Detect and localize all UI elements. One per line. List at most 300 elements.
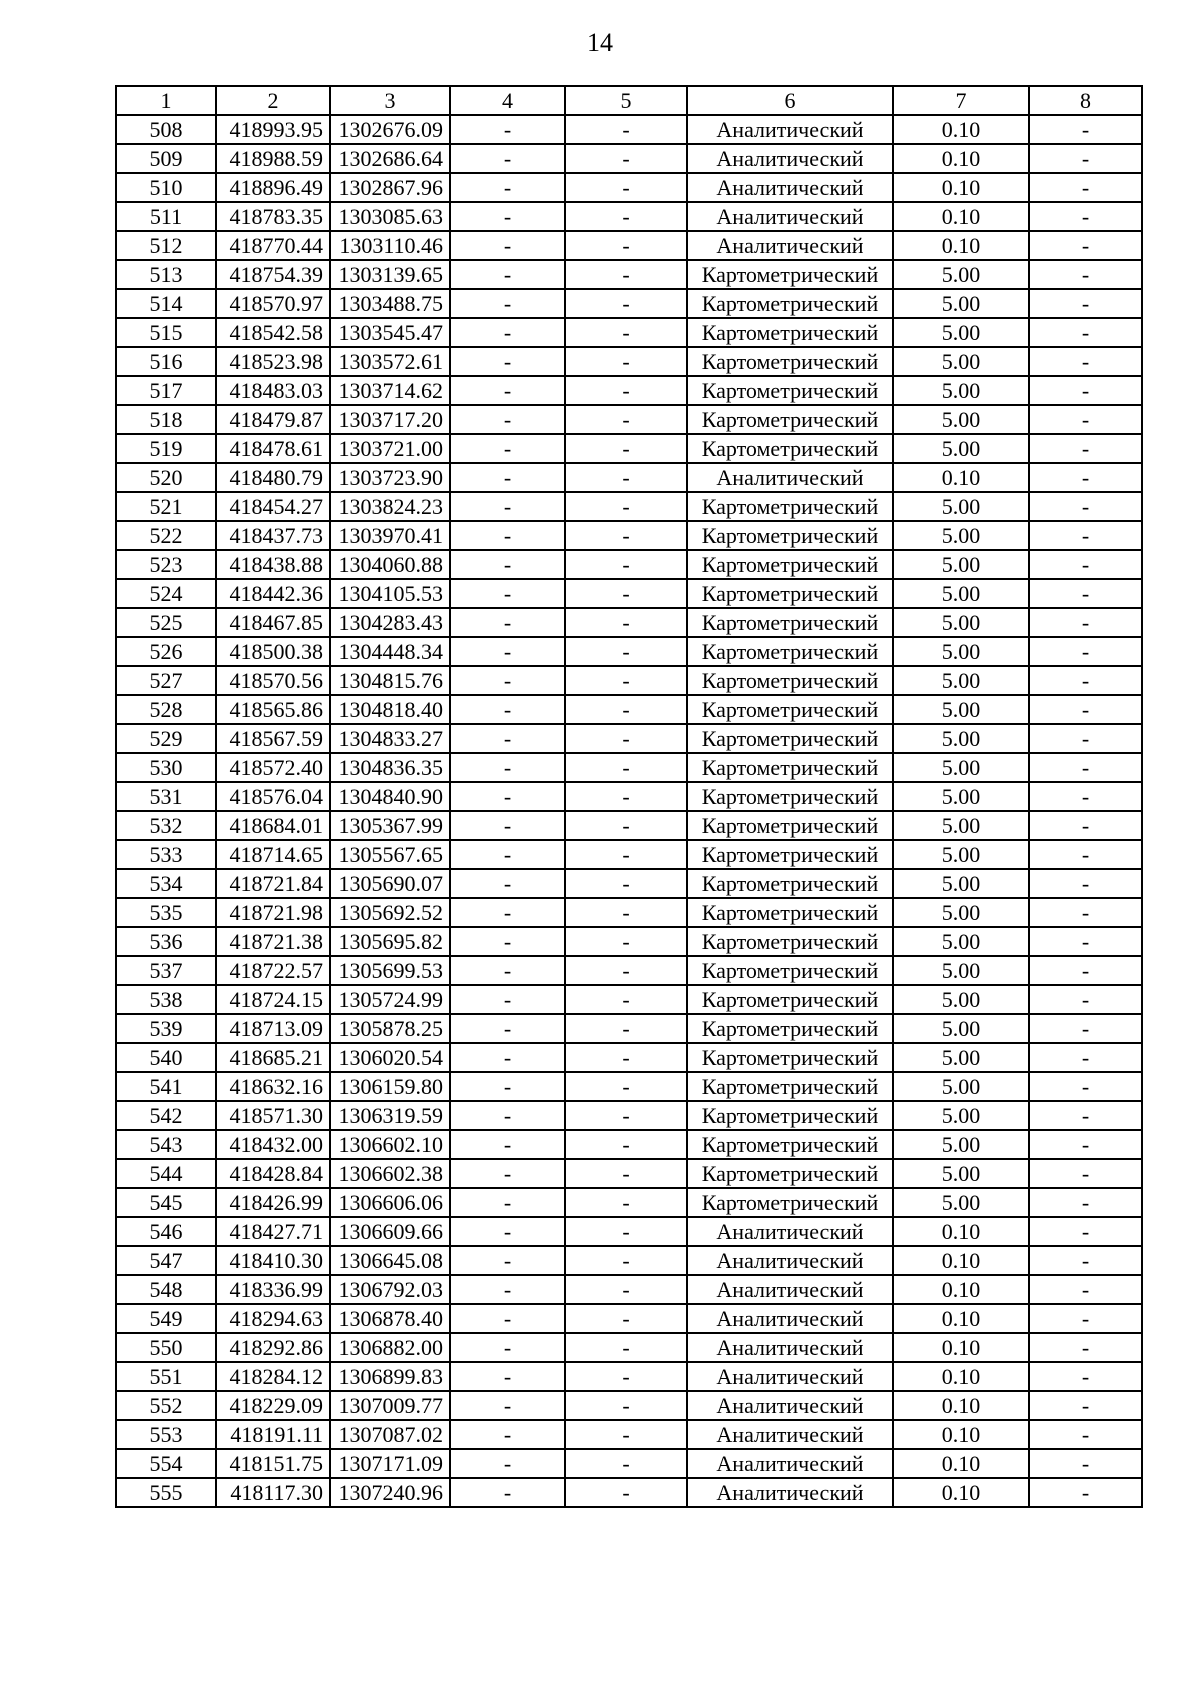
x-coordinate-cell: 418783.35 <box>216 202 330 231</box>
col8-cell: - <box>1029 231 1142 260</box>
col5-cell: - <box>565 811 687 840</box>
accuracy-cell: 5.00 <box>893 492 1029 521</box>
x-coordinate-cell: 418427.71 <box>216 1217 330 1246</box>
y-coordinate-cell: 1303139.65 <box>330 260 450 289</box>
point-number-cell: 528 <box>116 695 216 724</box>
col5-cell: - <box>565 318 687 347</box>
x-coordinate-cell: 418483.03 <box>216 376 330 405</box>
accuracy-cell: 5.00 <box>893 1072 1029 1101</box>
method-cell: Аналитический <box>687 1304 893 1333</box>
col5-cell: - <box>565 724 687 753</box>
y-coordinate-cell: 1303824.23 <box>330 492 450 521</box>
method-cell: Картометрический <box>687 724 893 753</box>
col4-cell: - <box>450 376 565 405</box>
table-row <box>116 1014 1142 1043</box>
point-number-cell: 543 <box>116 1130 216 1159</box>
col4-cell: - <box>450 1275 565 1304</box>
accuracy-cell: 0.10 <box>893 463 1029 492</box>
col4-cell: - <box>450 579 565 608</box>
accuracy-cell: 5.00 <box>893 1043 1029 1072</box>
method-cell: Аналитический <box>687 463 893 492</box>
x-coordinate-cell: 418437.73 <box>216 521 330 550</box>
col8-cell: - <box>1029 608 1142 637</box>
method-cell: Аналитический <box>687 1420 893 1449</box>
method-cell: Картометрический <box>687 1159 893 1188</box>
col4-cell: - <box>450 1449 565 1478</box>
method-cell: Картометрический <box>687 956 893 985</box>
y-coordinate-cell: 1306602.38 <box>330 1159 450 1188</box>
point-number-cell: 514 <box>116 289 216 318</box>
y-coordinate-cell: 1307240.96 <box>330 1478 450 1507</box>
x-coordinate-cell: 418565.86 <box>216 695 330 724</box>
col5-cell: - <box>565 405 687 434</box>
point-number-cell: 555 <box>116 1478 216 1507</box>
col5-cell: - <box>565 898 687 927</box>
table-row <box>116 637 1142 666</box>
point-number-cell: 525 <box>116 608 216 637</box>
col4-cell: - <box>450 115 565 144</box>
table-row <box>116 1159 1142 1188</box>
point-number-cell: 513 <box>116 260 216 289</box>
x-coordinate-cell: 418542.58 <box>216 318 330 347</box>
table-body <box>116 115 1142 1507</box>
col4-cell: - <box>450 666 565 695</box>
point-number-cell: 516 <box>116 347 216 376</box>
column-header-6: 6 <box>687 86 893 115</box>
method-cell: Картометрический <box>687 898 893 927</box>
table-row <box>116 1217 1142 1246</box>
accuracy-cell: 5.00 <box>893 1188 1029 1217</box>
y-coordinate-cell: 1307087.02 <box>330 1420 450 1449</box>
y-coordinate-cell: 1307009.77 <box>330 1391 450 1420</box>
col4-cell: - <box>450 1333 565 1362</box>
x-coordinate-cell: 418191.11 <box>216 1420 330 1449</box>
y-coordinate-cell: 1306645.08 <box>330 1246 450 1275</box>
point-number-cell: 517 <box>116 376 216 405</box>
method-cell: Аналитический <box>687 231 893 260</box>
col5-cell: - <box>565 782 687 811</box>
point-number-cell: 510 <box>116 173 216 202</box>
point-number-cell: 527 <box>116 666 216 695</box>
point-number-cell: 535 <box>116 898 216 927</box>
accuracy-cell: 5.00 <box>893 608 1029 637</box>
col8-cell: - <box>1029 1014 1142 1043</box>
col4-cell: - <box>450 1101 565 1130</box>
col8-cell: - <box>1029 347 1142 376</box>
y-coordinate-cell: 1303545.47 <box>330 318 450 347</box>
x-coordinate-cell: 418570.97 <box>216 289 330 318</box>
col4-cell: - <box>450 1072 565 1101</box>
y-coordinate-cell: 1304833.27 <box>330 724 450 753</box>
table-row <box>116 1101 1142 1130</box>
y-coordinate-cell: 1306319.59 <box>330 1101 450 1130</box>
table-row <box>116 666 1142 695</box>
table-row <box>116 753 1142 782</box>
table-row <box>116 492 1142 521</box>
col5-cell: - <box>565 1275 687 1304</box>
method-cell: Картометрический <box>687 492 893 521</box>
method-cell: Аналитический <box>687 115 893 144</box>
accuracy-cell: 0.10 <box>893 202 1029 231</box>
accuracy-cell: 5.00 <box>893 318 1029 347</box>
point-number-cell: 531 <box>116 782 216 811</box>
column-header-5: 5 <box>565 86 687 115</box>
col4-cell: - <box>450 956 565 985</box>
x-coordinate-cell: 418284.12 <box>216 1362 330 1391</box>
col4-cell: - <box>450 173 565 202</box>
y-coordinate-cell: 1306159.80 <box>330 1072 450 1101</box>
x-coordinate-cell: 418151.75 <box>216 1449 330 1478</box>
col5-cell: - <box>565 637 687 666</box>
accuracy-cell: 5.00 <box>893 898 1029 927</box>
col5-cell: - <box>565 434 687 463</box>
col5-cell: - <box>565 1101 687 1130</box>
col8-cell: - <box>1029 1304 1142 1333</box>
col4-cell: - <box>450 1246 565 1275</box>
y-coordinate-cell: 1303714.62 <box>330 376 450 405</box>
table-header <box>116 86 1142 115</box>
col8-cell: - <box>1029 1043 1142 1072</box>
col4-cell: - <box>450 782 565 811</box>
method-cell: Картометрический <box>687 811 893 840</box>
point-number-cell: 524 <box>116 579 216 608</box>
accuracy-cell: 0.10 <box>893 1333 1029 1362</box>
accuracy-cell: 0.10 <box>893 231 1029 260</box>
x-coordinate-cell: 418294.63 <box>216 1304 330 1333</box>
x-coordinate-cell: 418770.44 <box>216 231 330 260</box>
accuracy-cell: 0.10 <box>893 1304 1029 1333</box>
x-coordinate-cell: 418567.59 <box>216 724 330 753</box>
method-cell: Картометрический <box>687 376 893 405</box>
accuracy-cell: 5.00 <box>893 521 1029 550</box>
x-coordinate-cell: 418478.61 <box>216 434 330 463</box>
x-coordinate-cell: 418432.00 <box>216 1130 330 1159</box>
point-number-cell: 518 <box>116 405 216 434</box>
y-coordinate-cell: 1305695.82 <box>330 927 450 956</box>
col8-cell: - <box>1029 173 1142 202</box>
col8-cell: - <box>1029 695 1142 724</box>
col5-cell: - <box>565 927 687 956</box>
col5-cell: - <box>565 376 687 405</box>
col8-cell: - <box>1029 289 1142 318</box>
x-coordinate-cell: 418426.99 <box>216 1188 330 1217</box>
col5-cell: - <box>565 115 687 144</box>
col8-cell: - <box>1029 579 1142 608</box>
col4-cell: - <box>450 608 565 637</box>
point-number-cell: 511 <box>116 202 216 231</box>
col4-cell: - <box>450 898 565 927</box>
page-number: 14 <box>587 28 613 57</box>
method-cell: Картометрический <box>687 782 893 811</box>
method-cell: Аналитический <box>687 173 893 202</box>
method-cell: Аналитический <box>687 1333 893 1362</box>
y-coordinate-cell: 1304283.43 <box>330 608 450 637</box>
x-coordinate-cell: 418229.09 <box>216 1391 330 1420</box>
table-row <box>116 811 1142 840</box>
accuracy-cell: 5.00 <box>893 289 1029 318</box>
x-coordinate-cell: 418523.98 <box>216 347 330 376</box>
table-row <box>116 144 1142 173</box>
col4-cell: - <box>450 1014 565 1043</box>
col5-cell: - <box>565 1391 687 1420</box>
col4-cell: - <box>450 231 565 260</box>
col4-cell: - <box>450 1362 565 1391</box>
col5-cell: - <box>565 666 687 695</box>
point-number-cell: 508 <box>116 115 216 144</box>
method-cell: Картометрический <box>687 1130 893 1159</box>
y-coordinate-cell: 1303572.61 <box>330 347 450 376</box>
accuracy-cell: 5.00 <box>893 550 1029 579</box>
col4-cell: - <box>450 840 565 869</box>
method-cell: Картометрический <box>687 318 893 347</box>
y-coordinate-cell: 1304818.40 <box>330 695 450 724</box>
col8-cell: - <box>1029 521 1142 550</box>
point-number-cell: 530 <box>116 753 216 782</box>
y-coordinate-cell: 1306882.00 <box>330 1333 450 1362</box>
column-header-3: 3 <box>330 86 450 115</box>
method-cell: Картометрический <box>687 1072 893 1101</box>
accuracy-cell: 5.00 <box>893 753 1029 782</box>
x-coordinate-cell: 418572.40 <box>216 753 330 782</box>
table-row <box>116 1130 1142 1159</box>
col8-cell: - <box>1029 550 1142 579</box>
x-coordinate-cell: 418576.04 <box>216 782 330 811</box>
point-number-cell: 541 <box>116 1072 216 1101</box>
accuracy-cell: 5.00 <box>893 782 1029 811</box>
col5-cell: - <box>565 1014 687 1043</box>
point-number-cell: 545 <box>116 1188 216 1217</box>
col8-cell: - <box>1029 927 1142 956</box>
coordinates-table <box>115 85 1143 1508</box>
table-row <box>116 202 1142 231</box>
x-coordinate-cell: 418721.98 <box>216 898 330 927</box>
accuracy-cell: 5.00 <box>893 1130 1029 1159</box>
y-coordinate-cell: 1305567.65 <box>330 840 450 869</box>
accuracy-cell: 5.00 <box>893 347 1029 376</box>
col4-cell: - <box>450 985 565 1014</box>
col4-cell: - <box>450 434 565 463</box>
method-cell: Аналитический <box>687 1246 893 1275</box>
col4-cell: - <box>450 1478 565 1507</box>
point-number-cell: 536 <box>116 927 216 956</box>
table-row <box>116 898 1142 927</box>
x-coordinate-cell: 418571.30 <box>216 1101 330 1130</box>
col4-cell: - <box>450 637 565 666</box>
method-cell: Картометрический <box>687 1043 893 1072</box>
point-number-cell: 512 <box>116 231 216 260</box>
table-row <box>116 956 1142 985</box>
x-coordinate-cell: 418722.57 <box>216 956 330 985</box>
table-row <box>116 869 1142 898</box>
accuracy-cell: 5.00 <box>893 956 1029 985</box>
accuracy-cell: 5.00 <box>893 927 1029 956</box>
table-row <box>116 1072 1142 1101</box>
col8-cell: - <box>1029 956 1142 985</box>
table-row <box>116 434 1142 463</box>
col8-cell: - <box>1029 840 1142 869</box>
col5-cell: - <box>565 1159 687 1188</box>
point-number-cell: 546 <box>116 1217 216 1246</box>
method-cell: Картометрический <box>687 637 893 666</box>
col8-cell: - <box>1029 1275 1142 1304</box>
method-cell: Картометрический <box>687 405 893 434</box>
point-number-cell: 542 <box>116 1101 216 1130</box>
col8-cell: - <box>1029 1072 1142 1101</box>
col5-cell: - <box>565 260 687 289</box>
table-row <box>116 1304 1142 1333</box>
col5-cell: - <box>565 1304 687 1333</box>
col4-cell: - <box>450 1304 565 1333</box>
x-coordinate-cell: 418292.86 <box>216 1333 330 1362</box>
accuracy-cell: 5.00 <box>893 637 1029 666</box>
point-number-cell: 526 <box>116 637 216 666</box>
table-row <box>116 318 1142 347</box>
col4-cell: - <box>450 144 565 173</box>
y-coordinate-cell: 1304840.90 <box>330 782 450 811</box>
col8-cell: - <box>1029 1246 1142 1275</box>
y-coordinate-cell: 1306792.03 <box>330 1275 450 1304</box>
col4-cell: - <box>450 927 565 956</box>
table-row <box>116 608 1142 637</box>
x-coordinate-cell: 418117.30 <box>216 1478 330 1507</box>
point-number-cell: 539 <box>116 1014 216 1043</box>
table-row <box>116 289 1142 318</box>
col4-cell: - <box>450 1130 565 1159</box>
point-number-cell: 534 <box>116 869 216 898</box>
point-number-cell: 549 <box>116 1304 216 1333</box>
col8-cell: - <box>1029 637 1142 666</box>
table-row <box>116 1420 1142 1449</box>
method-cell: Картометрический <box>687 521 893 550</box>
col8-cell: - <box>1029 115 1142 144</box>
column-header-4: 4 <box>450 86 565 115</box>
method-cell: Аналитический <box>687 1362 893 1391</box>
col5-cell: - <box>565 521 687 550</box>
table-row <box>116 1043 1142 1072</box>
col5-cell: - <box>565 289 687 318</box>
point-number-cell: 552 <box>116 1391 216 1420</box>
column-header-7: 7 <box>893 86 1029 115</box>
col8-cell: - <box>1029 1362 1142 1391</box>
x-coordinate-cell: 418713.09 <box>216 1014 330 1043</box>
accuracy-cell: 5.00 <box>893 376 1029 405</box>
method-cell: Аналитический <box>687 1449 893 1478</box>
method-cell: Картометрический <box>687 666 893 695</box>
col4-cell: - <box>450 1159 565 1188</box>
method-cell: Картометрический <box>687 579 893 608</box>
accuracy-cell: 0.10 <box>893 1420 1029 1449</box>
table-row <box>116 840 1142 869</box>
col8-cell: - <box>1029 753 1142 782</box>
col5-cell: - <box>565 869 687 898</box>
col8-cell: - <box>1029 666 1142 695</box>
y-coordinate-cell: 1305878.25 <box>330 1014 450 1043</box>
col5-cell: - <box>565 144 687 173</box>
method-cell: Аналитический <box>687 1478 893 1507</box>
point-number-cell: 532 <box>116 811 216 840</box>
table-row <box>116 1478 1142 1507</box>
col5-cell: - <box>565 1449 687 1478</box>
method-cell: Картометрический <box>687 289 893 318</box>
accuracy-cell: 5.00 <box>893 260 1029 289</box>
method-cell: Картометрический <box>687 1101 893 1130</box>
y-coordinate-cell: 1304836.35 <box>330 753 450 782</box>
x-coordinate-cell: 418721.38 <box>216 927 330 956</box>
method-cell: Картометрический <box>687 695 893 724</box>
col4-cell: - <box>450 318 565 347</box>
table-row <box>116 231 1142 260</box>
col5-cell: - <box>565 1246 687 1275</box>
table-row <box>116 521 1142 550</box>
table-row <box>116 347 1142 376</box>
col4-cell: - <box>450 347 565 376</box>
col5-cell: - <box>565 1217 687 1246</box>
col4-cell: - <box>450 753 565 782</box>
column-header-1: 1 <box>116 86 216 115</box>
col8-cell: - <box>1029 260 1142 289</box>
x-coordinate-cell: 418724.15 <box>216 985 330 1014</box>
col5-cell: - <box>565 231 687 260</box>
col4-cell: - <box>450 1188 565 1217</box>
col8-cell: - <box>1029 1130 1142 1159</box>
y-coordinate-cell: 1306878.40 <box>330 1304 450 1333</box>
y-coordinate-cell: 1304815.76 <box>330 666 450 695</box>
x-coordinate-cell: 418570.56 <box>216 666 330 695</box>
col4-cell: - <box>450 1217 565 1246</box>
col4-cell: - <box>450 463 565 492</box>
table-row <box>116 579 1142 608</box>
col4-cell: - <box>450 492 565 521</box>
accuracy-cell: 0.10 <box>893 173 1029 202</box>
column-header-2: 2 <box>216 86 330 115</box>
col8-cell: - <box>1029 1188 1142 1217</box>
table-row <box>116 1246 1142 1275</box>
col5-cell: - <box>565 695 687 724</box>
accuracy-cell: 0.10 <box>893 1275 1029 1304</box>
method-cell: Картометрический <box>687 753 893 782</box>
x-coordinate-cell: 418632.16 <box>216 1072 330 1101</box>
col4-cell: - <box>450 1391 565 1420</box>
col4-cell: - <box>450 289 565 318</box>
method-cell: Аналитический <box>687 1391 893 1420</box>
column-header-8: 8 <box>1029 86 1142 115</box>
method-cell: Картометрический <box>687 434 893 463</box>
method-cell: Картометрический <box>687 1014 893 1043</box>
table-row <box>116 115 1142 144</box>
accuracy-cell: 5.00 <box>893 985 1029 1014</box>
point-number-cell: 537 <box>116 956 216 985</box>
x-coordinate-cell: 418438.88 <box>216 550 330 579</box>
method-cell: Аналитический <box>687 1217 893 1246</box>
col5-cell: - <box>565 956 687 985</box>
x-coordinate-cell: 418479.87 <box>216 405 330 434</box>
col5-cell: - <box>565 492 687 521</box>
table-row <box>116 1275 1142 1304</box>
col4-cell: - <box>450 695 565 724</box>
x-coordinate-cell: 418988.59 <box>216 144 330 173</box>
accuracy-cell: 5.00 <box>893 695 1029 724</box>
method-cell: Картометрический <box>687 840 893 869</box>
method-cell: Аналитический <box>687 1275 893 1304</box>
point-number-cell: 533 <box>116 840 216 869</box>
col8-cell: - <box>1029 463 1142 492</box>
y-coordinate-cell: 1303717.20 <box>330 405 450 434</box>
accuracy-cell: 5.00 <box>893 1014 1029 1043</box>
table-row <box>116 260 1142 289</box>
col4-cell: - <box>450 202 565 231</box>
col5-cell: - <box>565 347 687 376</box>
col5-cell: - <box>565 1478 687 1507</box>
